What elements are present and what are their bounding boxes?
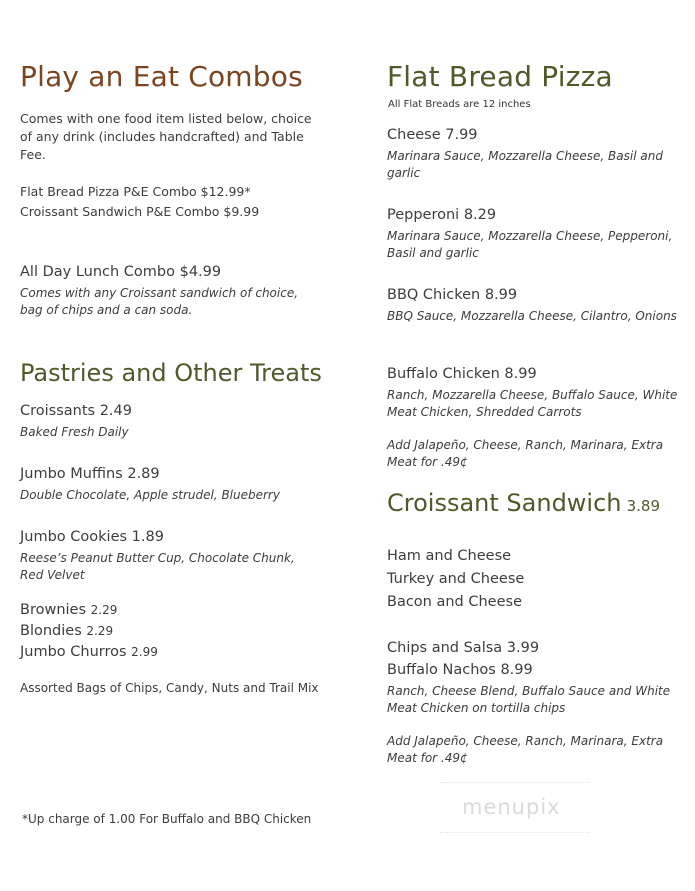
flatbread-item-desc: Ranch, Mozzarella Cheese, Buffalo Sauce, White Meat Chicken, Shredded Carrots: [387, 388, 678, 419]
flatbread-item-desc: BBQ Sauce, Mozzarella Cheese, Cilantro, Onions: [387, 309, 677, 323]
pastry-small-item: [20, 621, 113, 641]
lunch-combo-name: All Day Lunch Combo $4.99: [20, 264, 222, 280]
extras-addon: Add Jalapeño, Cheese, Ranch, Marinara, Extra Meat for .49¢: [387, 734, 664, 765]
flatbread-item-name: BBQ Chicken 8.99: [387, 287, 518, 303]
combos-title: Play an Eat Combos: [20, 60, 303, 93]
flatbread-subtitle: All Flat Breads are 12 inches: [388, 99, 531, 110]
croissant-item: Ham and Cheese: [387, 548, 512, 564]
pastry-item-desc: Double Chocolate, Apple strudel, Blueberry: [20, 488, 280, 502]
buffalo-nachos-desc: Ranch, Cheese Blend, Buffalo Sauce and White Meat Chicken on tortilla chips: [387, 684, 671, 715]
watermark-dotted-line: [440, 782, 590, 784]
pastry-item-name: Jumbo Cookies 1.89: [20, 529, 164, 545]
buffalo-nachos: Buffalo Nachos 8.99: [387, 662, 533, 678]
croissant-heading: [387, 489, 660, 517]
pastry-small-name: Jumbo Churros: [20, 644, 127, 660]
combos-intro: Comes with one food item listed below, choice of any drink (includes handcrafted) and Table Fee.: [20, 111, 312, 162]
watermark-logo: menupix: [462, 795, 561, 819]
pastry-small-price: 2.29: [86, 624, 114, 638]
flatbread-title: Flat Bread Pizza: [387, 60, 613, 93]
pastries-title: Pastries and Other Treats: [20, 359, 322, 387]
pastry-small-item: [20, 600, 117, 620]
pastry-small-item: [20, 642, 158, 662]
pastry-item-name: Jumbo Muffins 2.89: [20, 466, 160, 482]
flatbread-item-name: Cheese 7.99: [387, 127, 478, 143]
flatbread-addon: Add Jalapeño, Cheese, Ranch, Marinara, Extra Meat for .49¢: [387, 438, 664, 469]
watermark-dotted-line: [440, 832, 590, 834]
croissant-price: 3.89: [626, 497, 661, 515]
footnote: *Up charge of 1.00 For Buffalo and BBQ Chicken: [22, 812, 312, 826]
assorted-note: Assorted Bags of Chips, Candy, Nuts and Trail Mix: [20, 681, 319, 695]
pastry-small-price: 2.29: [90, 603, 118, 617]
pastry-small-name: Brownies: [20, 602, 87, 618]
combo-line-croissant: Croissant Sandwich P&E Combo $9.99: [20, 204, 260, 219]
flatbread-item-name: Buffalo Chicken 8.99: [387, 366, 537, 382]
combo-line-flatbread: Flat Bread Pizza P&E Combo $12.99*: [20, 184, 251, 199]
croissant-title: Croissant Sandwich: [387, 489, 622, 517]
lunch-combo-desc: Comes with any Croissant sandwich of choice, bag of chips and a can soda.: [20, 286, 299, 317]
pastry-small-price: 2.99: [131, 645, 158, 659]
pastry-item-desc: Reese’s Peanut Butter Cup, Chocolate Chunk, Red Velvet: [20, 551, 295, 582]
chips-salsa: Chips and Salsa 3.99: [387, 640, 540, 656]
croissant-item: Turkey and Cheese: [387, 571, 525, 587]
flatbread-item-name: Pepperoni 8.29: [387, 207, 497, 223]
pastry-item-desc: Baked Fresh Daily: [20, 425, 129, 439]
croissant-item: Bacon and Cheese: [387, 594, 522, 610]
pastry-item-name: Croissants 2.49: [20, 403, 132, 419]
flatbread-item-desc: Marinara Sauce, Mozzarella Cheese, Pepperoni, Basil and garlic: [387, 229, 673, 260]
pastry-small-name: Blondies: [20, 623, 82, 639]
flatbread-item-desc: Marinara Sauce, Mozzarella Cheese, Basil and garlic: [387, 149, 663, 180]
